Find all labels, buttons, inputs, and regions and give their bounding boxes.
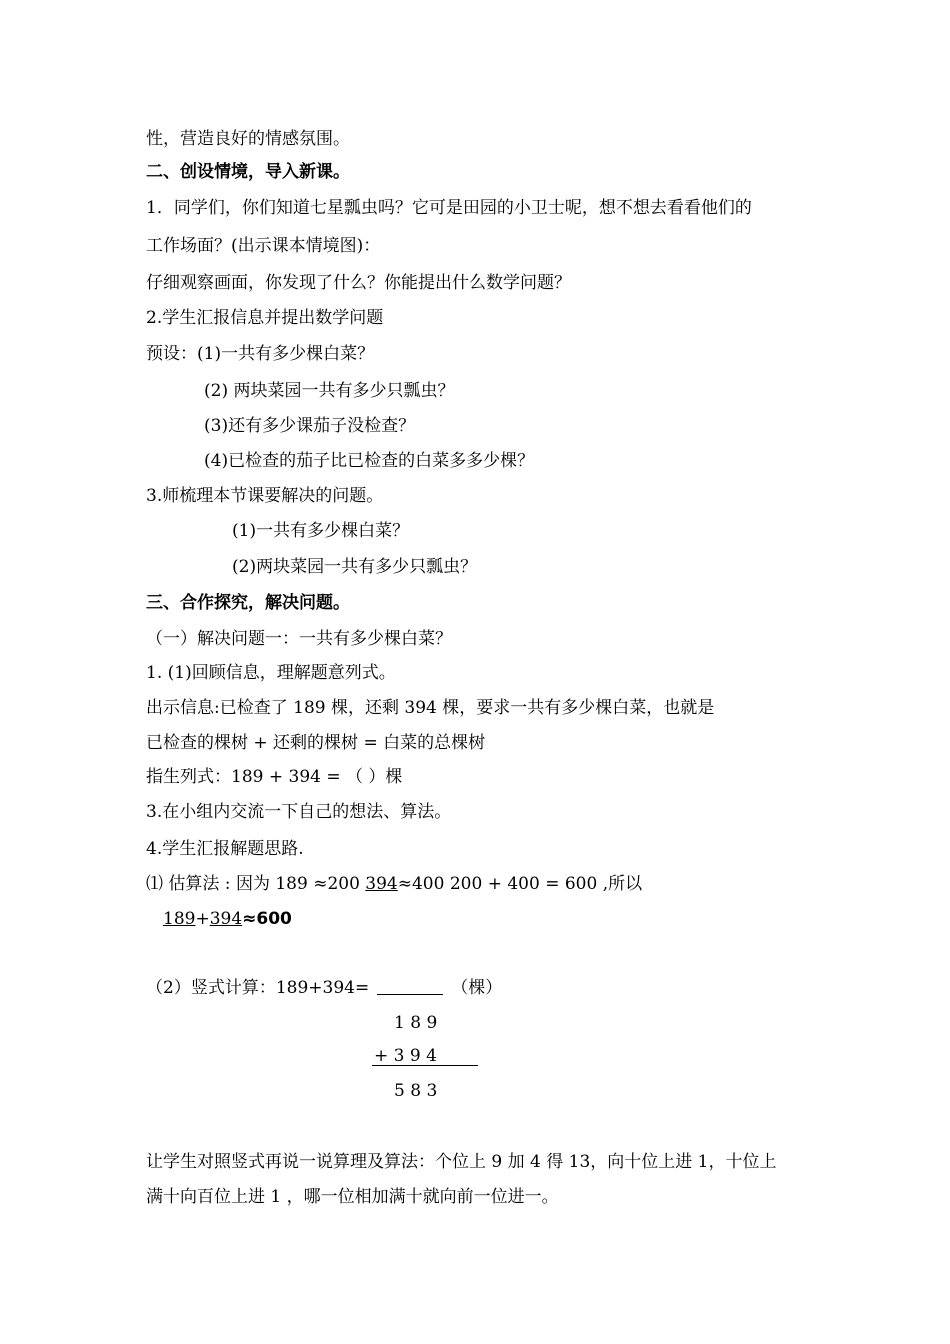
estimate-value: ≈600 <box>242 909 292 929</box>
underlined-number: 189 <box>163 909 196 929</box>
text-line: 让学生对照竖式再说一说算理及算法：个位上 9 加 4 得 13，向十位上进 1，十位上 <box>146 1152 777 1172</box>
text-line: (1)一共有多少棵白菜？ <box>232 521 410 541</box>
vertical-addend-1: 1 8 9 <box>394 1013 438 1033</box>
section-heading: 三、合作探究，解决问题。 <box>146 593 350 613</box>
text-line: 工作场面？(出示课本情境图)： <box>146 236 381 256</box>
text-line: 满十向百位上进 1 ，哪一位相加满十就向前一位进一。 <box>146 1187 559 1207</box>
text-line: 3.师梳理本节课要解决的问题。 <box>146 486 384 506</box>
text-line: (4)已检查的茄子比已检查的白菜多多少棵？ <box>204 451 535 471</box>
text-line: 4.学生汇报解题思路. <box>146 839 304 859</box>
text-line: 已检查的棵树 + 还剩的棵树 = 白菜的总棵树 <box>146 733 486 753</box>
underlined-number: 394 <box>209 909 243 929</box>
text-line: (2)两块菜园一共有多少只瓢虫？ <box>232 557 478 577</box>
estimate-underlined-number: 394 <box>365 874 398 894</box>
vertical-calc-line <box>146 977 502 999</box>
vertical-addend-2: + 3 9 4 <box>374 1046 437 1066</box>
answer-blank <box>377 978 443 995</box>
text-line: 预设：(1)一共有多少棵白菜？ <box>146 344 375 364</box>
estimate-result <box>163 908 292 930</box>
vertical-sum: 5 8 3 <box>394 1081 438 1101</box>
text-line: 1．同学们，你们知道七星瓢虫吗？它可是田园的小卫士呢，想不想去看看他们的 <box>146 198 752 218</box>
unit-text: （棵） <box>451 978 503 998</box>
vertical-calc-rule <box>372 1065 478 1066</box>
text-line: (3)还有多少课茄子没检查？ <box>204 416 416 436</box>
estimate-line <box>146 873 642 895</box>
text-line: 指生列式：189 + 394 = （ ）棵 <box>146 767 403 787</box>
vertical-calc-text: （2）竖式计算：189+394= <box>146 978 370 998</box>
section-heading: 二、创设情境，导入新课。 <box>146 162 350 182</box>
estimate-text-end: ≈400 200 + 400 = 600 ,所以 <box>397 874 643 894</box>
plus-sign: + <box>195 909 210 929</box>
text-line: 1. (1)回顾信息，理解题意列式。 <box>146 663 396 683</box>
text-line: 出示信息:已检查了 189 棵，还剩 394 棵，要求一共有多少棵白菜，也就是 <box>146 698 715 718</box>
estimate-text: ⑴ 估算法 : 因为 189 ≈200 <box>146 874 366 894</box>
text-line: (2) 两块菜园一共有多少只瓢虫？ <box>204 381 455 401</box>
text-line: （一）解决问题一：一共有多少棵白菜？ <box>146 629 452 649</box>
text-line: 3.在小组内交流一下自己的想法、算法。 <box>146 802 452 822</box>
text-line: 2.学生汇报信息并提出数学问题 <box>146 308 384 328</box>
text-line: 性，营造良好的情感氛围。 <box>146 129 350 149</box>
text-line: 仔细观察画面，你发现了什么？你能提出什么数学问题？ <box>146 273 571 293</box>
